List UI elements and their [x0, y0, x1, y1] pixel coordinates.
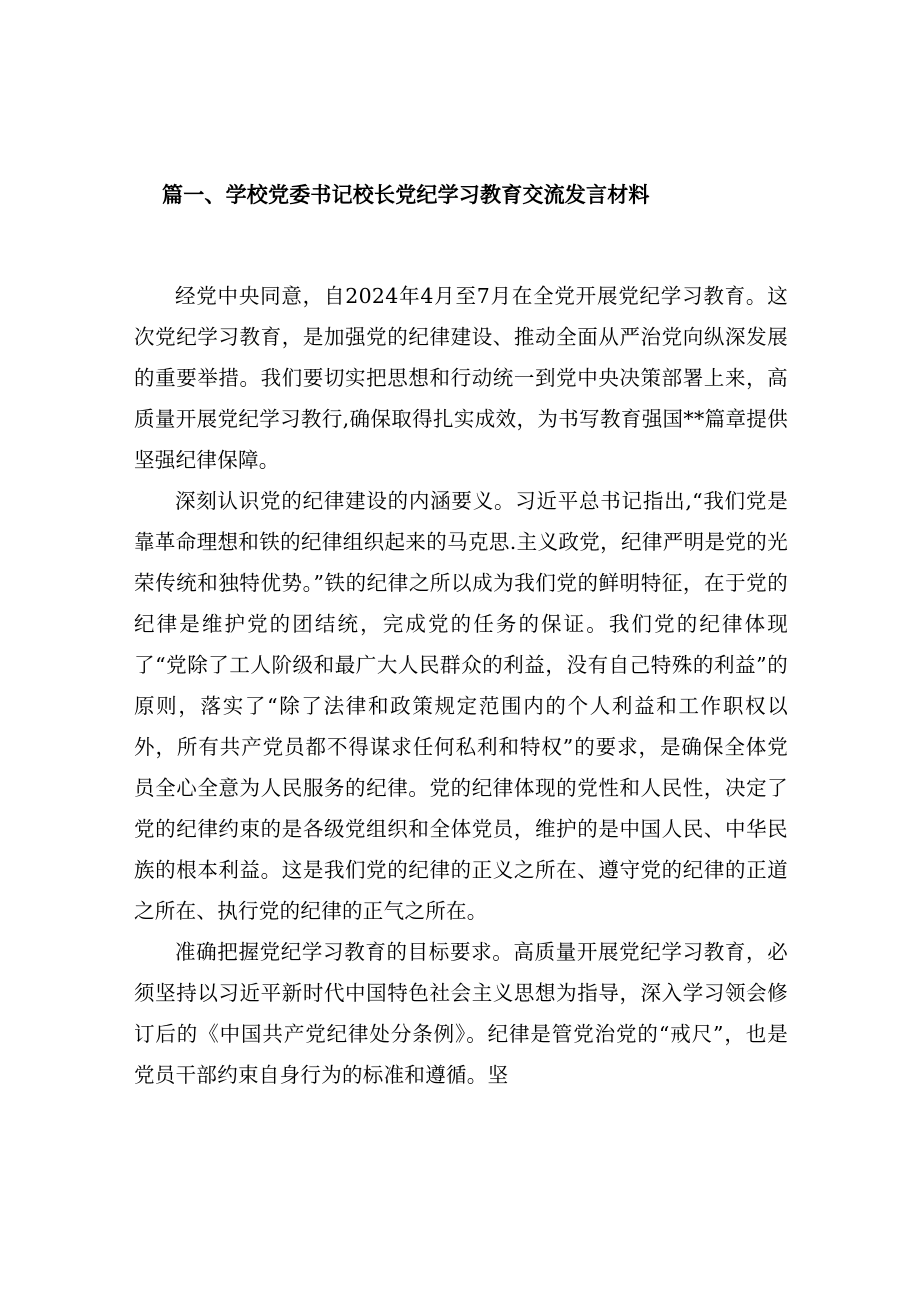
paragraph-intro: 经党中央同意，自2024年4月至7月在全党开展党纪学习教育。这次党纪学习教育，是加强党的纪律建设、推动全面从严治党向纵深发展的重要举措。我们要切实把思想和行动统一到党中央决策部署上来，高质量开展党纪学习教行,确保取得扎实成效，为书写教育强国**篇章提供坚强纪律保障。: [134, 284, 788, 472]
paragraph-discipline-meaning: 深刻认识党的纪律建设的内涵要义。习近平总书记指出,“我们党是靠革命理想和铁的纪律组织起来的马克思.主义政党，纪律严明是党的光荣传统和独特优势。”铁的纪律之所以成为我们党的鲜明特征，在于党的纪律是维护党的团结统，完成党的任务的保证。我们党的纪律体现了“党除了工人阶级和最广大人民群众的利益，没有自己特殊的利益”的原则，落实了“除了法律和政策规定范围内的个人利益和工作职权以外，所有共产党员都不得谋求任何私利和特权”的要求，是确保全体党员全心全意为人民服务的纪律。党的纪律体现的党性和人民性，决定了党的纪律约束的是各级党组织和全体党员，维护的是中国人民、中华民族的根本利益。这是我们党的纪律的正义之所在、遵守党的纪律的正道之所在、执行党的纪律的正气之所在。: [134, 489, 788, 923]
document-body: [134, 276, 788, 1096]
paragraph-goal-requirements: 准确把握党纪学习教育的目标要求。高质量开展党纪学习教育，必须坚持以习近平新时代中国特色社会主义思想为指导，深入学习领会修订后的《中国共产党纪律处分条例》。纪律是管党治党的“戒尺”，也是党员干部约束自身行为的标准和遵循。坚: [134, 940, 788, 1087]
document-title: 篇一、学校党委书记校长党纪学习教育交流发言材料: [162, 182, 650, 207]
